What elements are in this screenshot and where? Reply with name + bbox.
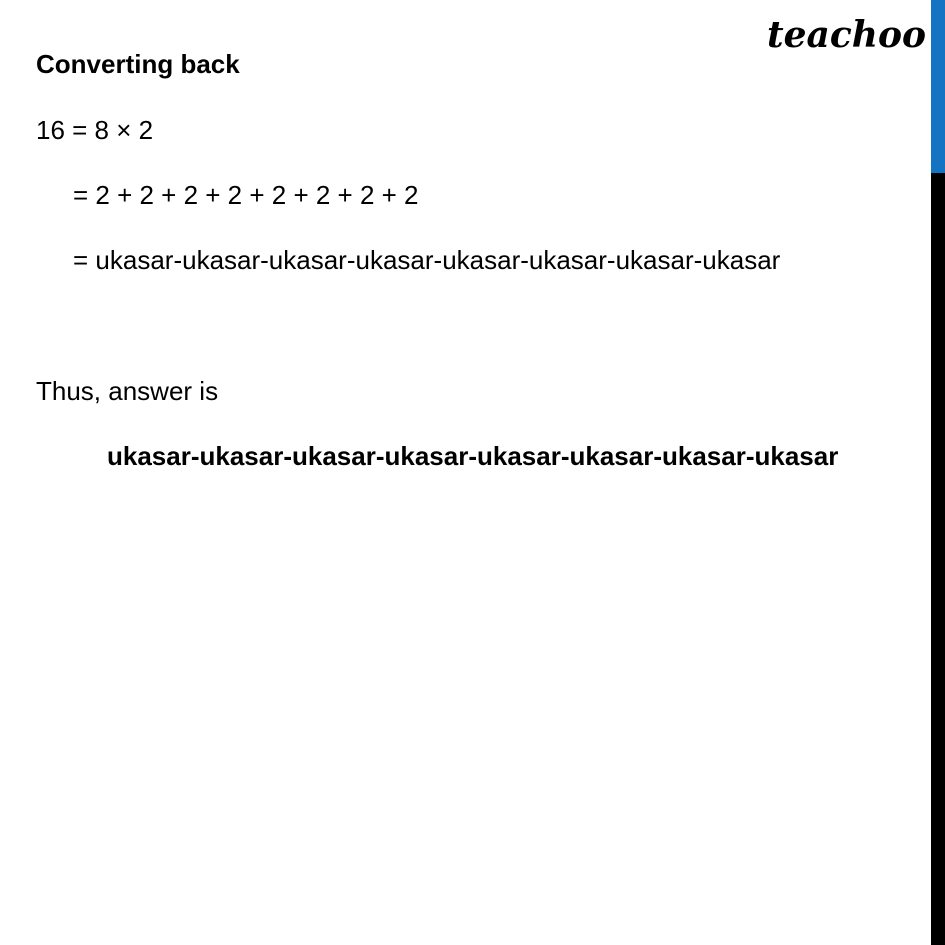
conclusion-label: Thus, answer is <box>36 376 219 406</box>
equation-line-2: = 2 + 2 + 2 + 2 + 2 + 2 + 2 + 2 <box>73 180 419 210</box>
equation-line-3: = ukasar-ukasar-ukasar-ukasar-ukasar-ukasar-ukasar-ukasar <box>73 245 781 275</box>
section-heading: Converting back <box>36 49 240 79</box>
equation-line-1: 16 = 8 × 2 <box>36 115 154 145</box>
teachoo-logo: teachoo <box>767 14 926 56</box>
final-answer: ukasar-ukasar-ukasar-ukasar-ukasar-ukasar-ukasar-ukasar <box>107 441 839 471</box>
side-bar-accent <box>931 0 945 173</box>
right-side-bar <box>931 0 945 945</box>
